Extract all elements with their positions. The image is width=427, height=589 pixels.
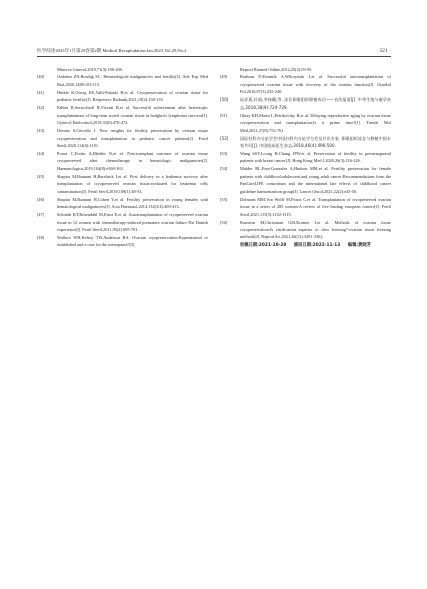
reference-number: [45]	[37, 173, 45, 179]
left-column	[37, 66, 208, 249]
reference-item	[220, 165, 391, 195]
reference-list-right	[220, 73, 391, 240]
reference-number: [55]	[220, 196, 228, 202]
reference-item	[220, 96, 391, 111]
reference-item	[37, 89, 208, 104]
reference-number: [52]	[220, 135, 229, 141]
reference-text: Schmidt KT,Rosendahl M,Ernst E,et al. Autotransplantation of cryopreserved ovarian tissue in 12 women with chemotherapy-induced premature ovarian failure:The Danish experience[J]. Fertil Steril,2011,95(2):695-701.	[57, 212, 208, 233]
page-number: · 321 ·	[376, 48, 391, 54]
reference-continuation: Minerva Ginecol,2019,71(3):196-206.	[57, 67, 123, 72]
reference-item	[220, 112, 391, 134]
reference-number: [42]	[37, 105, 45, 111]
received-date: 收稿日期:2021-10-28	[240, 242, 287, 248]
reference-item	[37, 196, 208, 211]
reference-number: [56]	[220, 219, 228, 225]
reference-item	[37, 234, 208, 249]
reference-number: [48]	[37, 234, 45, 240]
reference-number: [51]	[220, 112, 228, 118]
reference-text: Shapira M,Raanani H,Cohen Y,et al. Fertility preservation in young females with hematological malignancies[J]. Acta Haematol,2014,132(3/4):400-413.	[57, 196, 208, 210]
reference-item	[37, 73, 208, 88]
reference-text: Wallace WH,Kelsey TW,Anderson RA. Ovarian cryopreservation:Experimental or established and a cure for the menopause?[J].	[57, 234, 208, 248]
reference-continuation: Reprod Biomed Online,2012,25(2):93-95.	[240, 67, 313, 72]
reference-text: Dermiz S,Cercello I. New insights for fertility preservation by ovarian tissue cryopreservation and transplantation in pediatric cancer patients[J]. Fertil Steril,2020,114(6):1191.	[57, 128, 208, 149]
reference-text: Radwan P,Abramik A,Wilczyński J,et al. Successful autotransplantation of cryopreserved ovarian tissue with recovery of the ovarian function[J]. Ginekol Pol,2016,87(3):235-240.	[240, 74, 391, 95]
reference-item	[220, 135, 391, 150]
reference-text: Fabbri R,Seracchioli R,Vicenti R,et al. Successful achievement after heterotopic transplantations of long-term stored ovarian tissue in hodgkin's lymphoma survivor[J]. Gynecol Endocrinol,2019,35(6):470-472.	[57, 105, 208, 126]
reference-item	[37, 104, 208, 126]
reference-text: Hinkle K,Orwig KE,Valli-Pulaski H,et al. Cryopreservation of ovarian tissue for pediatric fertility[J]. Biopreserv Biobank,2021,19(2):130-135.	[57, 89, 208, 103]
reference-list-left	[37, 73, 208, 248]
reference-text: Kometas M,Christman GM,Kramer J,et al. Methods of ovarian tissue cryopreservation:Is vitrification superior to slow freezing?-ovarian tissue freezing methods[J]. Reprod Sci,2021,28(12):3291-3302.	[240, 219, 391, 240]
reference-text: 阮祥燕,杜娟,李扬璐,等. 冻存卵巢组织移植成功——首次报道[J]. 中华生殖与避孕杂志,2018,38(9):724-729.	[240, 97, 391, 110]
reference-text: Mulder RL,Font-Gonzalez A,Hudson MM,et al. Fertility preservation for female patients with childhood,adolescent,and young adult cancer:Recommendations from the PanCareLIFE consortium and the international late effects of childhood cancer guideline harmonization group[J]. Lancet Oncol,2021,22(2):e45-56.	[240, 166, 391, 194]
journal-header: 医学综述2023年1月第29卷第2期 Medical Recapitulation,Jan.2023,Vol.29,No.2	[37, 48, 187, 53]
reference-number: [50]	[220, 97, 229, 103]
reference-number: [47]	[37, 212, 45, 218]
reference-text: Oktay KH,Marin L,Petrikovsky B,et al. Delaying reproductive aging by ovarian tissue cryopreservation and transplantation:Is it prime time?[J]. Trends Mol Med,2021,27(8):753-761.	[240, 112, 391, 133]
reference-text: Wang SSY,Loong H,Chung JPW,et al. Preservation of fertility in premenopausal patients with breast cancer[J]. Hong Kong Med J,2020,26(3):216-226.	[240, 150, 391, 164]
reference-text: 国际妇科内分泌学会中国妇科内分泌学分会及共识专家. 卵巢组织冻存与移植中国专家共识[J]. 中国临床医生杂志,2018,46(4):496-500.	[240, 135, 391, 149]
editor-name: 编辑:黄晓芳	[347, 242, 371, 248]
reference-item	[220, 73, 391, 95]
reference-number: [49]	[220, 74, 228, 80]
article-dates	[220, 242, 391, 249]
reference-item	[220, 150, 391, 165]
header-divider	[37, 56, 391, 57]
reference-number: [44]	[37, 150, 45, 156]
reference-item	[37, 127, 208, 149]
reference-text: Ozdemir ZN,Bozdağ SC. Hematological malignancies and fertility[J]. Adv Exp Med Biol,2020,1288:103-115.	[57, 74, 208, 87]
reference-text: Poirot C,Fortin A,Dhédin N,et al. Post-transplant outcome of ovarian tissue cryopreserved after chemotherapy in hematologic malignancies[J]. Haematologica,2019,104(8):e360-363.	[57, 150, 208, 171]
reference-number: [41]	[37, 89, 45, 95]
right-column	[220, 66, 391, 249]
reference-text: Dolmans MM,Von Wolff M,Poirot C,et al. Transplantation of cryopreserved ovarian tissue in a series of 285 women:A review of five leading european centers[J]. Fertil Steril,2021,115(5):1102-1115.	[240, 196, 391, 217]
reference-number: [40]	[37, 74, 45, 80]
reference-item	[220, 196, 391, 218]
reference-text: Shapira M,Raanani H,Barshack I,et al. First delivery in a leukemia survivor after transplantation of cryopreserved ovarian tissue,evaluated for leukemia cells contamination[J]. Fertil Steril,2018,109(1):48-53.	[57, 173, 208, 194]
reference-number: [53]	[220, 150, 228, 156]
reference-item	[37, 173, 208, 195]
reference-item	[220, 219, 391, 241]
reference-number: [43]	[37, 128, 45, 134]
reference-item	[37, 211, 208, 233]
reference-number: [54]	[220, 166, 228, 172]
running-header	[37, 48, 391, 60]
revised-date: 修回日期:2022-11-13	[293, 242, 341, 248]
reference-number: [46]	[37, 196, 45, 202]
reference-item	[37, 150, 208, 172]
